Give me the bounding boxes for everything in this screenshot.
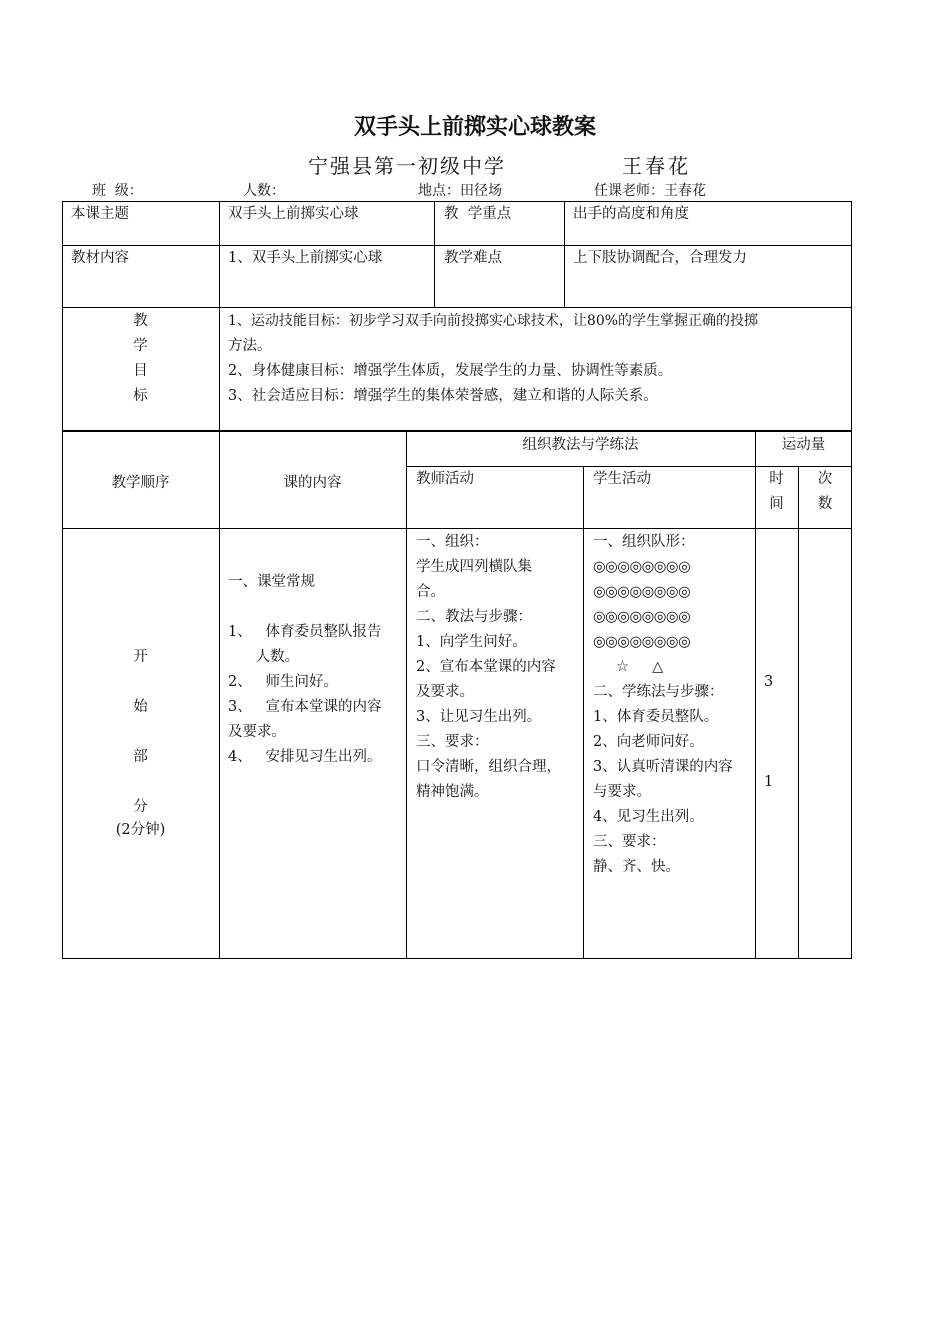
student-line: 与要求。 [593, 784, 651, 800]
divider [434, 201, 435, 307]
student-line: 二、学练法与步骤： [593, 684, 724, 700]
teacher-line: 二、教法与步骤： [416, 609, 532, 625]
goals-label-char: 学 [133, 338, 148, 354]
divider [406, 431, 407, 959]
header-reps: 数 [817, 496, 833, 512]
part-label-char: 分 [133, 799, 148, 815]
teacher-line: 合。 [416, 584, 445, 600]
part-label-char: 部 [133, 749, 148, 765]
header-order: 教学顺序 [111, 475, 170, 491]
divider [219, 431, 220, 959]
teacher-line: 精神饱满。 [416, 784, 489, 800]
formation-row: ◎◎◎◎◎◎◎◎ [593, 559, 691, 575]
goal-line: 3、社会适应目标：增强学生的集体荣誉感，建立和谐的人际关系。 [228, 388, 658, 404]
teacher-line: 3、让见习生出列。 [416, 709, 542, 725]
header-method: 组织教法与学练法 [522, 437, 639, 453]
teacher-line: 三、要求： [416, 734, 489, 750]
school-name: 宁强县第一初级中学 [308, 154, 506, 178]
part-duration: (2分钟) [115, 822, 166, 838]
divider [62, 528, 852, 529]
student-line: 2、向老师问好。 [593, 734, 704, 750]
material-value: 1、双手头上前掷实心球 [228, 250, 383, 266]
info-location: 地点：田径场 [418, 183, 502, 199]
goals-label-char: 目 [133, 363, 148, 379]
topic-value: 双手头上前掷实心球 [228, 206, 359, 222]
teacher-line: 2、宣布本堂课的内容 [416, 659, 556, 675]
goals-label-char: 教 [133, 313, 148, 329]
formation-row: ◎◎◎◎◎◎◎◎ [593, 634, 691, 650]
part-label-char: 开 [133, 649, 148, 665]
header-content: 课的内容 [283, 475, 342, 491]
time-value: 1 [764, 774, 774, 790]
teacher-line: 一、组织： [416, 534, 489, 550]
content-line: 3、 宣布本堂课的内容 [228, 699, 382, 715]
teacher-line: 口令清晰，组织合理， [416, 759, 561, 775]
goals-label-char: 标 [133, 388, 148, 404]
header-teacher-activity: 教师活动 [416, 471, 474, 487]
difficulty-value: 上下肢协调配合，合理发力 [573, 250, 747, 266]
content-line: 2、 师生问好。 [228, 674, 339, 690]
divider [583, 466, 584, 959]
topic-label: 本课主题 [71, 206, 129, 222]
student-line: 静、齐、快。 [593, 859, 680, 875]
student-line: 1、体育委员整队。 [593, 709, 719, 725]
formation-marker: ☆ △ [593, 659, 664, 675]
teacher-line: 1、向学生问好。 [416, 634, 527, 650]
header-reps: 次 [817, 471, 833, 487]
formation-row: ◎◎◎◎◎◎◎◎ [593, 609, 691, 625]
content-line: 及要求。 [228, 724, 286, 740]
info-class: 班 级： [92, 183, 143, 199]
part-label-char: 始 [133, 699, 148, 715]
content-line: 一、课堂常规 [228, 574, 315, 590]
info-teacher: 任课老师：王春花 [594, 183, 706, 199]
content-line: 1、 体育委员整队报告 [228, 624, 382, 640]
content-line: 4、 安排见习生出列。 [228, 749, 382, 765]
student-line: 4、见习生出列。 [593, 809, 704, 825]
header-time: 时 [769, 471, 784, 487]
author-name: 王春花 [622, 154, 691, 178]
document-title: 双手头上前掷实心球教案 [353, 115, 596, 140]
student-line: 一、组织队形： [593, 534, 695, 550]
header-student-activity: 学生活动 [593, 471, 651, 487]
material-label: 教材内容 [71, 250, 129, 266]
header-time: 间 [769, 496, 784, 512]
info-count: 人数： [243, 183, 285, 199]
teacher-line: 及要求。 [416, 684, 474, 700]
difficulty-label: 教学难点 [444, 250, 502, 266]
divider [62, 307, 852, 308]
content-line: 人数。 [228, 649, 300, 665]
goal-line: 方法。 [228, 338, 272, 354]
goal-line: 2、身体健康目标：增强学生体质，发展学生的力量、协调性等素质。 [228, 363, 673, 379]
time-value: 3 [764, 674, 774, 690]
divider [564, 201, 565, 307]
student-line: 三、要求： [593, 834, 666, 850]
goal-line: 1、运动技能目标：初步学习双手向前投掷实心球技术，让80%的学生掌握正确的投掷 [228, 313, 759, 329]
teacher-line: 学生成四列横队集 [416, 559, 532, 575]
focus-value: 出手的高度和角度 [573, 206, 689, 222]
formation-row: ◎◎◎◎◎◎◎◎ [593, 584, 691, 600]
divider [219, 201, 220, 431]
student-line: 3、认真听清课的内容 [593, 759, 733, 775]
divider [798, 466, 799, 959]
focus-label: 教 学重点 [444, 206, 512, 222]
header-load: 运动量 [781, 437, 826, 453]
